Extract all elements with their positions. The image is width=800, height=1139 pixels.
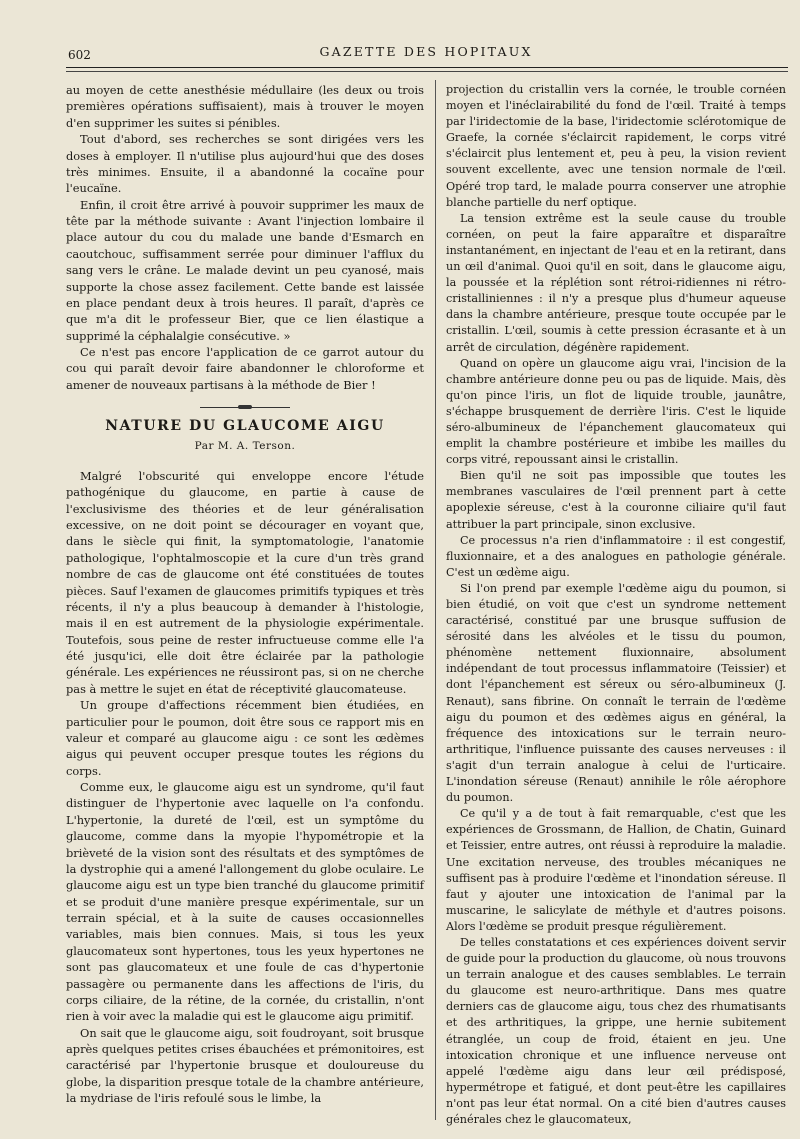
- right-column: [446, 82, 786, 1128]
- paragraph: On sait que le glaucome aigu, soit foudroyant, soit brusque après quelques petites crises ébauchées et prémonitoires, est caractérisé par l'hypertonie brusque et douloureuse du globe, la disparition presque totale de la chambre antérieure, la mydriase de l'iris refoulé sous le limbe, la: [66, 1025, 424, 1106]
- journal-title: GAZETTE DES HOPITAUX: [319, 44, 533, 59]
- page-header: [66, 42, 786, 64]
- paragraph: Ce qu'il y a de tout à fait remarquable, c'est que les expériences de Grossmann, de Hallion, de Chatin, Guinard et Teissier, entre autres, ont réussi à reproduire la maladie. Une excitation nerveuse, des troubles mécaniques ne suffisent pas à produire l'œdème et l'inondation séreuse. Il faut y ajouter une intoxication de l'animal par la muscarine, le salicylate de méthyle et d'autres poisons. Alors l'œdème se produit presque régulièrement.: [446, 807, 786, 933]
- section-separator: [200, 407, 290, 408]
- paragraph: Ce processus n'a rien d'inflammatoire : il est congestif, fluxionnaire, et a des analogues en pathologie générale. C'est un œdème aigu.: [446, 533, 786, 579]
- article-byline: Par M. A. Terson.: [194, 439, 296, 452]
- column-divider: [435, 80, 436, 1120]
- paragraph: Quand on opère un glaucome aigu vrai, l'incision de la chambre antérieure donne peu ou pas de liquide. Mais, dès qu'on pince l'iris, un flot de liquide trouble, jaunâtre, s'échappe brusquement de derrière l'iris. C'est le liquide séro-albumineux de l'épanchement glaucomateux qui emplit la chambre postérieure et imbibe les mailles du corps vitré, repoussant ainsi le cristallin.: [446, 356, 786, 467]
- header-rule: [66, 67, 788, 68]
- page-number: 602: [68, 48, 91, 62]
- paragraph: Malgré l'obscurité qui enveloppe encore l'étude pathogénique du glaucome, en partie à cause de l'exclusivisme des théories et de leur généralisation excessive, on ne doit point se décourager en voyant que, dans le siècle qui finit, la symptomatologie, l'anatomie pathologique, l'ophtalmoscopie et la cure d'un très grand nombre de cas de glaucome ont été constituées de toutes pièces. Sauf l'examen de glaucomes primitifs typiques et très récents, il n'y a plus beaucoup à demander à l'histologie, mais il en est autrement de la physiologie expérimentale. Toutefois, sous peine de rester infructueuse comme elle l'a été jusqu'ici, elle doit être éclairée par la pathologie générale. Les expériences ne réussiront pas, si on ne cherche pas à mettre le sujet en état de réceptivité glaucomateuse.: [66, 468, 424, 696]
- paragraph: Un groupe d'affections récemment bien étudiées, en particulier pour le poumon, doit être sous ce rapport mis en valeur et comparé au glaucome aigu : ce sont les œdèmes aigus qui peuvent occuper presque toutes les régions du corps.: [66, 698, 424, 778]
- paragraph: Comme eux, le glaucome aigu est un syndrome, qu'il faut distinguer de l'hypertonie avec laquelle on l'a confondu. L'hypertonie, la dureté de l'œil, est un symptôme du glaucome, comme dans la myopie l'hypométropie et la brièveté de la vision sont des résultats et des symptômes de la dystrophie qui a amené l'allongement du globe oculaire. Le glaucome aigu est un type bien tranché du glaucome primitif et se produit d'une manière presque expérimentale, sur un terrain spécial, et à la suite de causes occasionnelles variables, mais bien connues. Mais, si tous les yeux glaucomateux sont hypertones, tous les yeux hypertones ne sont pas glaucomateux et une foule de cas d'hypertonie passagère ou permanente dans les affections de l'iris, du corps ciliaire, de la rétine, de la cornée, du cristallin, n'ont rien à voir avec la maladie qui est le glaucome aigu primitif.: [66, 780, 424, 1024]
- paragraph: Tout d'abord, ses recherches se sont dirigées vers les doses à employer. Il n'utilise plus aujourd'hui que des doses très minimes. Ensuite, il a abandonné la cocaïne pour l'eucaïne.: [66, 132, 424, 196]
- paragraph: projection du cristallin vers la cornée, le trouble cornéen moyen et l'inéclairabilité du fond de l'œil. Traité à temps par l'iridectomie de la base, l'iridectomie sclérotomique de Graefe, la cornée s'éclaircit rapidement, le corps vitré s'éclaircit plus lentement et, peu à peu, la vision revient souvent excellente, avec une tension normale de l'œil. Opéré trop tard, le malade pourra conserver une atrophie blanche partielle du nerf optique.: [446, 83, 786, 209]
- paragraph: Si l'on prend par exemple l'œdème aigu du poumon, si bien étudié, on voit que c'est un syndrome nettement caractérisé, constitué par une brusque suffusion de sérosité dans les alvéoles et le tissu du poumon, phénomène nettement fluxionnaire, absolument indépendant de tout processus inflammatoire (Teissier) et dont l'épanchement est séreux ou séro-albumineux (J. Renaut), sans fibrine. On connaît le terrain de l'œdème aigu du poumon et des œdèmes aigus en général, la fréquence des intoxications sur le terrain neuro-arthritique, l'influence puissante des causes nerveuses : il s'agit d'un terrain analogue à celui de l'urticaire. L'inondation séreuse (Renaut) annihile le rôle aérophore du poumon.: [446, 581, 786, 805]
- article-title: NATURE DU GLAUCOME AIGU: [105, 418, 385, 435]
- paragraph: Ce n'est pas encore l'application de ce garrot autour du cou qui paraît devoir faire abandonner le chloroforme et amener de nouveaux partisans à la méthode de Bier !: [66, 345, 424, 392]
- paragraph: Enfin, il croit être arrivé à pouvoir supprimer les maux de tête par la méthode suivante : Avant l'injection lombaire il place autour du cou du malade une bande d'Esmarch en caoutchouc, suffisamment serrée pour diminuer l'afflux du sang vers le crâne. Le malade devint un peu cyanosé, mais supporte la chose assez facilement. Cette bande est laissée en place pendant deux à trois heures. Il paraît, d'après ce que m'a dit le professeur Bier, que ce lien élastique a supprimé la céphalalgie consécutive. »: [66, 197, 424, 343]
- left-column: [66, 82, 424, 1107]
- paragraph: au moyen de cette anesthésie médullaire (les deux ou trois premières opérations suffisaient), mais à trouver le moyen d'en supprimer les suites si pénibles.: [66, 83, 424, 130]
- paragraph: La tension extrême est la seule cause du trouble cornéen, on peut la faire apparaître et disparaître instantanément, en injectant de l'eau et en la retirant, dans un œil d'animal. Quoi qu'il en soit, dans le glaucome aigu, la poussée et la réplétion sont rétroi-ridiennes ni rétro-cristalliniennes : il n'y a presque plus d'humeur aqueuse dans la chambre antérieure, presque toute occupée par le cristallin. L'œil, soumis à cette pression écrasante et à un arrêt de circulation, dégénère rapidement.: [446, 211, 786, 354]
- paragraph: De telles constatations et ces expériences doivent servir de guide pour la production du glaucome, où nous trouvons un terrain analogue et des causes semblables. Le terrain du glaucome est neuro-arthritique. Dans mes quatre derniers cas de glaucome aigu, tous chez des rhumatisants et des arthritiques, la grippe, une hernie subitement étranglée, un coup de froid, étaient en jeu. Une intoxication chronique et une influence nerveuse ont appelé l'œdème aigu dans leur œil prédisposé, hypermétrope et fatigué, et dont peut-être les capillaires n'ont pas leur état normal. On a cité bien d'autres causes générales chez le glaucomateux,: [446, 935, 786, 1126]
- header-rule-secondary: [66, 71, 788, 72]
- paragraph: Bien qu'il ne soit pas impossible que toutes les membranes vasculaires de l'œil prennent part à cette apoplexie séreuse, c'est à la couronne ciliaire qu'il faut attribuer la part principale, sinon exclusive.: [446, 469, 786, 531]
